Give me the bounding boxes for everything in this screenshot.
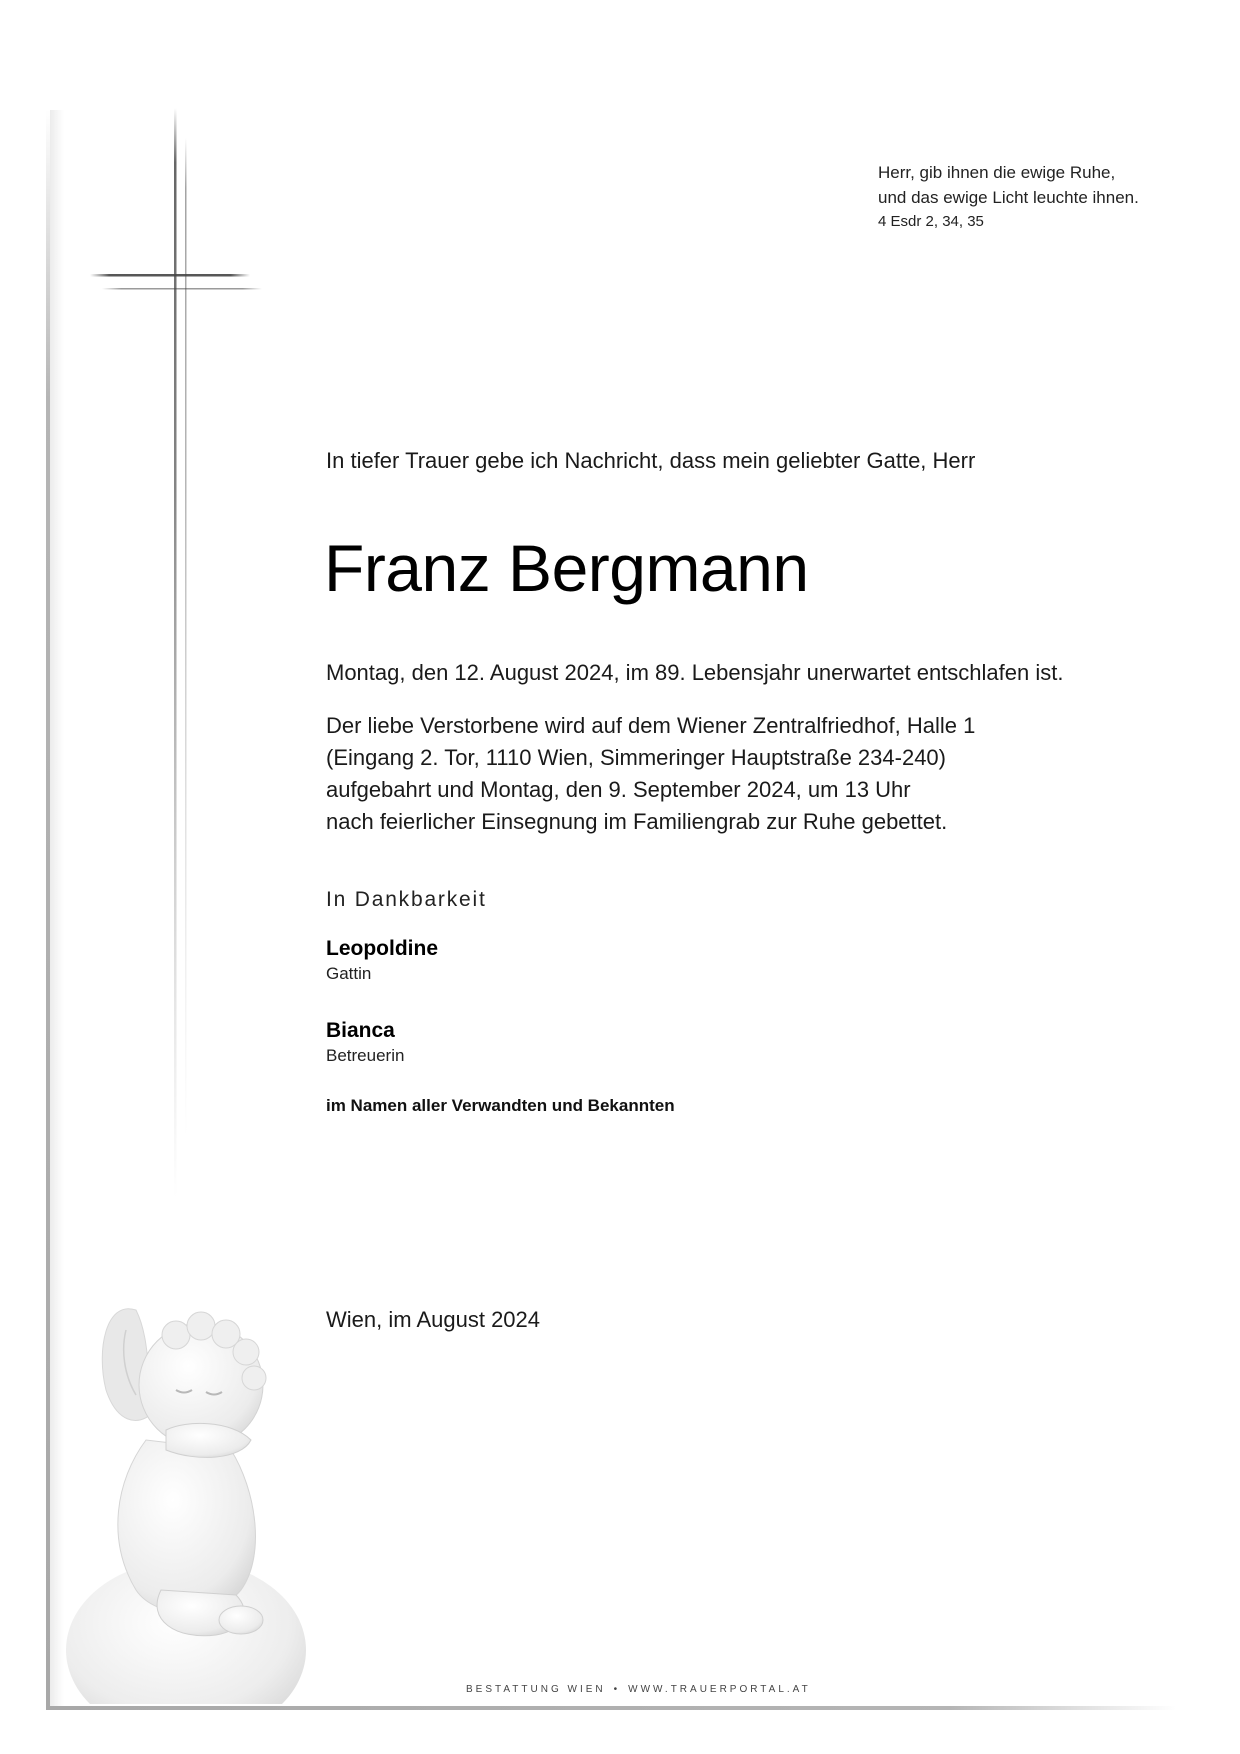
funeral-details — [326, 710, 975, 838]
funeral-line: aufgebahrt und Montag, den 9. September 2024, um 13 Uhr — [326, 777, 911, 802]
mourner-role: Gattin — [326, 964, 372, 983]
deceased-name: Franz Bergmann — [324, 531, 809, 605]
footer-website[interactable]: WWW.TRAUERPORTAL.AT — [628, 1684, 811, 1695]
footer-separator: • — [613, 1684, 621, 1695]
announcement-intro: In tiefer Trauer gebe ich Nachricht, dass mein geliebter Gatte, Herr — [326, 448, 976, 473]
footer — [466, 1684, 811, 1695]
bible-verse — [878, 160, 1139, 234]
mourner-name: Leopoldine — [326, 937, 438, 960]
footer-company: BESTATTUNG WIEN — [466, 1684, 606, 1695]
family-note: im Namen aller Verwandten und Bekannten — [326, 1096, 675, 1115]
death-notice: Montag, den 12. August 2024, im 89. Lebensjahr unerwartet entschlafen ist. — [326, 660, 1064, 685]
mourner-entry — [326, 937, 438, 984]
cross-icon — [80, 108, 270, 1198]
funeral-line: Der liebe Verstorbene wird auf dem Wiener Zentralfriedhof, Halle 1 — [326, 713, 976, 738]
verse-line-1: Herr, gib ihnen die ewige Ruhe, — [878, 163, 1116, 182]
frame-left-shadow — [50, 110, 64, 1710]
mourner-role: Betreuerin — [326, 1046, 405, 1065]
verse-line-2: und das ewige Licht leuchte ihnen. — [878, 188, 1139, 207]
angel-figure-icon — [66, 1290, 316, 1704]
frame-bottom-border — [46, 1706, 1176, 1710]
mourner-name: Bianca — [326, 1019, 395, 1042]
mourner-entry — [326, 1019, 404, 1066]
funeral-line: nach feierlicher Einsegnung im Familiengrab zur Ruhe gebettet. — [326, 809, 948, 834]
place-date: Wien, im August 2024 — [326, 1307, 541, 1332]
verse-reference: 4 Esdr 2, 34, 35 — [878, 213, 984, 230]
thanks-heading: In Dankbarkeit — [326, 888, 487, 911]
funeral-line: (Eingang 2. Tor, 1110 Wien, Simmeringer Hauptstraße 234-240) — [326, 745, 946, 770]
